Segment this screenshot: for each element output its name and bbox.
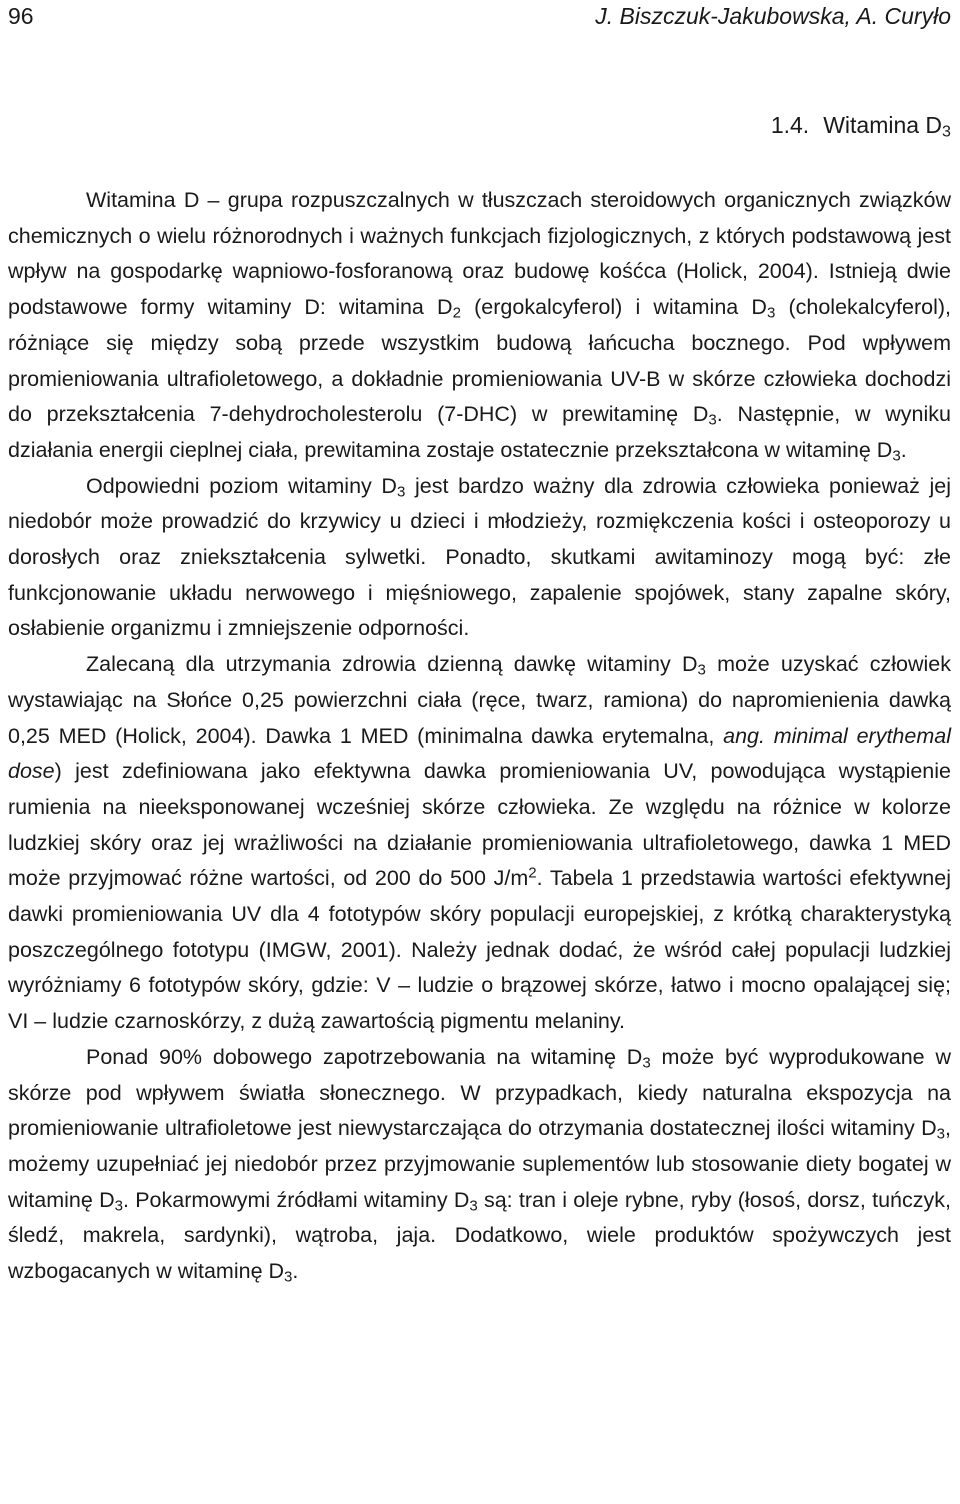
subscript: 3: [766, 304, 776, 322]
subscript: 3: [284, 1268, 293, 1286]
text-run: ) jest zdefiniowana jako efektywna dawka promieniowania UV, powodująca wystąpienie rumienia na nieeksponowanej wcześniej skórze człowieka. Ze względu na różnice w kolorze ludzkiej skóry oraz jej wrażliwości na działanie promieniowania ultrafioletowego, dawka 1 MED może przyjmować różne wartości, od 200 do 500 J/m: [8, 759, 951, 891]
section-number: 1.4.: [770, 112, 810, 138]
subscript: 3: [892, 447, 901, 465]
subscript: 3: [708, 411, 717, 429]
text-run: . Pokarmowymi źródłami witaminy D: [122, 1187, 470, 1212]
subscript: 3: [642, 1054, 651, 1072]
text-run: (ergokalcyferol) i witamina D: [460, 295, 767, 320]
text-run: .: [900, 437, 907, 462]
subscript: 3: [469, 1196, 478, 1214]
subscript: 3: [936, 1125, 946, 1143]
text-run: jest bardzo ważny dla zdrowia człowieka ponieważ jej niedobór może prowadzić do krzywicy u dzieci i młodzieży, rozmiękczenia kości i osteoporozy u dorosłych oraz zniekształcenia sylwetki. Ponadto, skutkami awitaminozy mogą być: złe funkcjonowanie układu nerwowego i mięśniowego, zapalenie spojówek, stany zapalne skóry, osłabienie organizmu i zmniejszenie odporności.: [8, 473, 951, 641]
text-run: może być wyprodukowane w skórze pod wpływem światła słonecznego. W przypadkach, kiedy naturalna ekspozycja na promieniowanie ultrafioletowe jest niewystarczająca do otrzymania dostatecznej ilości witaminy D: [8, 1044, 951, 1141]
section-title-subscript: 3: [942, 122, 951, 141]
subscript: 3: [396, 482, 406, 500]
text-run: . Tabela 1 przedstawia wartości efektywnej dawki promieniowania UV dla 4 fototypów skóry populacji europejskiej, z krótką charakterystyką poszczególnego fototypu (IMGW, 2001). Należy jednak dodać, że wśród całej populacji ludzkiej wyróżniamy 6 fototypów skóry, gdzie: V – ludzie o brązowej skórze, łatwo i mocno opalającej się; VI – ludzie czarnoskórzy, z dużą zawartością pigmentu melaniny.: [8, 866, 952, 1034]
section-title: Witamina D: [823, 112, 943, 138]
text-run: Odpowiedni poziom witaminy D: [86, 473, 397, 498]
subscript: 2: [452, 304, 461, 322]
italic-term: ang. minimal erythemal dose: [8, 723, 951, 784]
text-run: (cholekalcyferol), różniące się między sobą przede wszystkim budową łańcucha bocznego. Pod wpływem promieniowania ultrafioletowego, a dokładnie promieniowania UV-B w skórze człowieka dochodzi do przekształcenia 7-dehydrocholesterolu (7-DHC) w prewitaminę D: [8, 295, 951, 427]
text-run: może uzyskać człowiek wystawiając na Słońce 0,25 powierzchni ciała (ręce, twarz, ramiona) do napromienienia dawką 0,25 MED (Holick, 2004). Dawka 1 MED (minimalna dawka erytemalna,: [8, 652, 951, 748]
paragraph-vitamin-d-intro: [8, 183, 951, 469]
text-run: Zalecaną dla utrzymania zdrowia dzienną dawkę witaminy D: [86, 652, 698, 677]
text-run: Ponad 90% dobowego zapotrzebowania na witaminę D: [86, 1044, 643, 1069]
body-text: [8, 183, 951, 1290]
subscript: 3: [697, 661, 706, 679]
text-run: , możemy uzupełniać jej niedobór przez przyjmowanie suplementów lub stosowanie diety bogatej w witaminę D: [8, 1116, 951, 1212]
page-number: 96: [8, 3, 34, 29]
running-header: [8, 2, 951, 30]
text-run: Witamina D – grupa rozpuszczalnych w tłuszczach steroidowych organicznych związków chemicznych o wielu różnorodnych i ważnych funkcjach fizjologicznych, z których podstawową jest wpływ na gospodarkę wapniowo-fosforanową oraz budowę kośćca (Holick, 2004). Istnieją dwie podstawowe formy witaminy D: witamina D: [8, 188, 951, 320]
paragraph-vitamin-d-importance: [8, 469, 951, 648]
paragraph-recommended-dose: [8, 647, 951, 1040]
superscript: 2: [528, 864, 537, 882]
text-run: . Następnie, w wyniku działania energii cieplnej ciała, prewitamina zostaje ostatecznie przekształcona w witaminę D: [8, 402, 951, 462]
text-run: są: tran i oleje rybne, ryby (łosoś, dorsz, tuńczyk, śledź, makrela, sardynki), wątroba, jaja. Dodatkowo, wiele produktów spożywczych jest wzbogacanych w witaminę D: [8, 1187, 951, 1284]
text-run: .: [292, 1259, 299, 1284]
subscript: 3: [114, 1196, 123, 1214]
section-heading: [771, 110, 951, 140]
paragraph-dietary-sources: [8, 1040, 951, 1290]
header-authors: J. Biszczuk-Jakubowska, A. Curyło: [595, 3, 951, 29]
